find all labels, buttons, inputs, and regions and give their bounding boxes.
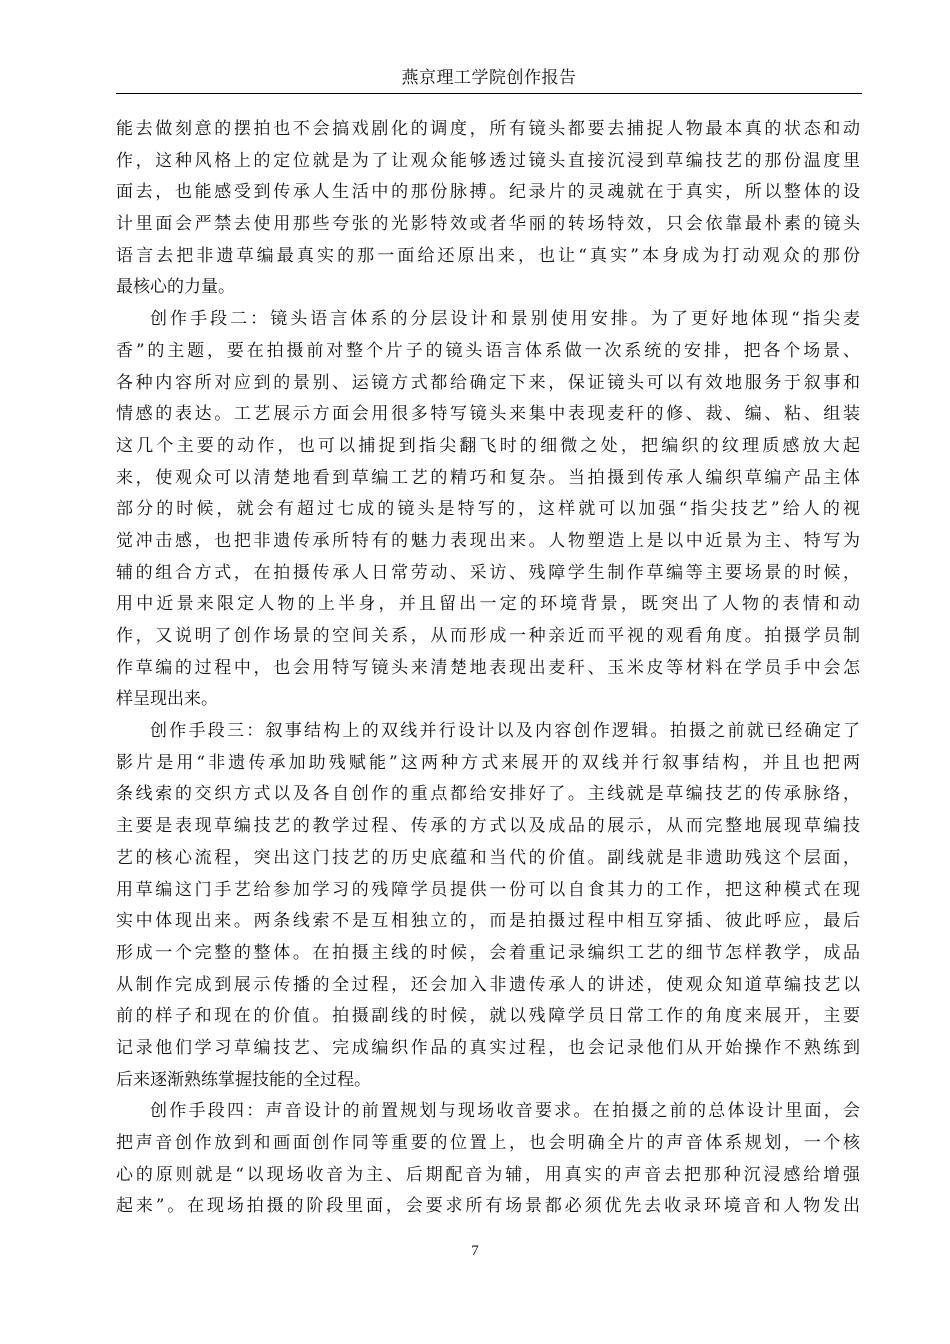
text-line: 把声音创作放到和画面创作同等重要的位置上，也会明确全片的声音体系规划，一个核 [116, 1133, 860, 1153]
text-line: 计里面会严禁去使用那些夸张的光影特效或者华丽的转场特效，只会依靠最朴素的镜头 [116, 214, 860, 235]
text-line: 情感的表达。工艺展示方面会用很多特写镜头来集中表现麦秆的修、裁、编、粘、组装 [116, 404, 860, 425]
text-line: 起来”。在现场拍摄的阶段里面，会要求所有场景都必须优先去收录环境音和人物发出 [116, 1196, 860, 1217]
text-line: 用中近景来限定人物的上半身，并且留出一定的环境背景，既突出了人物的表情和动 [116, 594, 860, 615]
text-line: 条线索的交织方式以及各自创作的重点都给安排好了。主线就是草编技艺的传承脉络， [116, 784, 860, 805]
paragraph-1 [116, 114, 860, 304]
paragraph-3 [116, 716, 860, 1096]
text-line: 样呈现出来。 [116, 689, 218, 710]
text-line: 觉冲击感，也把非遗传承所特有的魅力表现出来。人物塑造上是以中近景为主、特写为 [116, 530, 860, 551]
text-line: 创作手段二：镜头语言体系的分层设计和景别使用安排。为了更好地体现“指尖麦 [150, 309, 860, 330]
text-line: 作，又说明了创作场景的空间关系，从而形成一种亲近而平视的观看角度。拍摄学员制 [116, 626, 860, 646]
text-line: 部分的时候，就会有超过七成的镜头是特写的，这样就可以加强“指尖技艺”给人的视 [116, 499, 860, 520]
text-line: 实中体现出来。两条线索不是互相独立的，而是拍摄过程中相互穿插、彼此呼应，最后 [116, 911, 860, 932]
text-line: 前的样子和现在的价值。拍摄副线的时候，就以残障学员日常工作的角度来展开，主要 [116, 1006, 860, 1027]
text-line: 影片是用“非遗传承加助残赋能”这两种方式来展开的双线并行叙事结构，并且也把两 [116, 752, 860, 773]
text-line: 各种内容所对应到的景别、运镜方式都给确定下来，保证镜头可以有效地服务于叙事和 [116, 372, 860, 393]
text-line: 面去，也能感受到传承人生活中的那份脉搏。纪录片的灵魂就在于真实，所以整体的设 [116, 182, 860, 203]
text-line: 来，使观众可以清楚地看到草编工艺的精巧和复杂。当拍摄到传承人编织草编产品主体 [116, 467, 860, 488]
text-line: 记录他们学习草编技艺、完成编织作品的真实过程，也会记录他们从开始操作不熟练到 [116, 1037, 860, 1058]
text-line: 创作手段三：叙事结构上的双线并行设计以及内容创作逻辑。拍摄之前就已经确定了 [150, 721, 860, 742]
text-line: 创作手段四：声音设计的前置规划与现场收音要求。在拍摄之前的总体设计里面，会 [150, 1101, 860, 1122]
paragraph-4 [116, 1096, 860, 1223]
document-body [116, 114, 860, 1223]
text-line: 能去做刻意的摆拍也不会搞戏剧化的调度，所有镜头都要去捕捉人物最本真的状态和动 [116, 119, 860, 139]
text-line: 从制作完成到展示传播的全过程，还会加入非遗传承人的讲述，使观众知道草编技艺以 [116, 974, 860, 995]
text-line: 作草编的过程中，也会用特写镜头来清楚地表现出麦秆、玉米皮等材料在学员手中会怎 [116, 657, 860, 678]
text-line: 作，这种风格上的定位就是为了让观众能够透过镜头直接沉浸到草编技艺的那份温度里 [116, 150, 860, 171]
text-line: 最核心的力量。 [116, 277, 235, 298]
text-line: 辅的组合方式，在拍摄传承人日常劳动、采访、残障学生制作草编等主要场景的时候， [116, 562, 860, 583]
text-line: 语言去把非遗草编最真实的那一面给还原出来，也让“真实”本身成为打动观众的那份 [116, 245, 860, 266]
page-number: 7 [471, 1243, 479, 1259]
text-line: 用草编这门手艺给参加学习的残障学员提供一份可以自食其力的工作，把这种模式在现 [116, 879, 860, 900]
text-line: 香”的主题，要在拍摄前对整个片子的镜头语言体系做一次系统的安排，把各个场景、 [116, 340, 860, 361]
text-line: 后来逐渐熟练掌握技能的全过程。 [116, 1069, 371, 1090]
paragraph-2 [116, 304, 860, 716]
header-divider [116, 93, 862, 94]
text-line: 心的原则就是“以现场收音为主、后期配音为辅，用真实的声音去把那种沉浸感给增强 [116, 1164, 860, 1185]
text-line: 艺的核心流程，突出这门技艺的历史底蕴和当代的价值。副线就是非遗助残这个层面， [116, 847, 860, 868]
text-line: 这几个主要的动作，也可以捕捉到指尖翻飞时的细微之处，把编织的纹理质感放大起 [116, 435, 860, 456]
text-line: 主要是表现草编技艺的教学过程、传承的方式以及成品的展示，从而完整地展现草编技 [116, 816, 860, 837]
text-line: 形成一个完整的整体。在拍摄主线的时候，会着重记录编织工艺的细节怎样教学，成品 [116, 942, 860, 963]
page-header-title: 燕京理工学院创作报告 [401, 68, 577, 88]
